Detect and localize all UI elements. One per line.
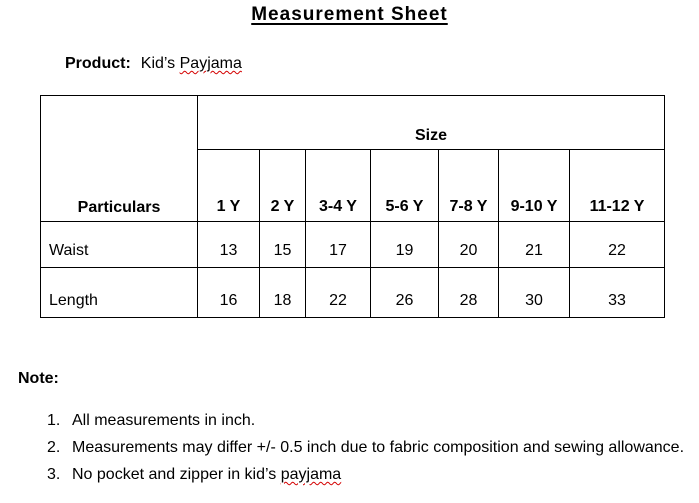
product-label: Product: <box>65 55 131 72</box>
size-column-header: 9-10 Y <box>499 150 570 222</box>
waist-value: 13 <box>198 222 260 268</box>
length-value: 18 <box>260 268 306 318</box>
waist-value: 17 <box>306 222 371 268</box>
row-label-waist: Waist <box>41 222 198 268</box>
note-item-3 <box>47 466 684 483</box>
length-value: 28 <box>439 268 499 318</box>
product-value <box>141 55 242 72</box>
length-value: 30 <box>499 268 570 318</box>
note-label: Note: <box>18 370 59 387</box>
note-item-number: 2. <box>47 439 61 456</box>
length-value: 26 <box>371 268 439 318</box>
size-column-header: 1 Y <box>198 150 260 222</box>
size-column-header: 5-6 Y <box>371 150 439 222</box>
table-row-length <box>41 268 665 318</box>
length-value: 16 <box>198 268 260 318</box>
product-value-prefix: Kid’s <box>140 55 180 72</box>
note-item-2 <box>47 439 684 456</box>
waist-value: 19 <box>371 222 439 268</box>
size-column-header: 3-4 Y <box>306 150 371 222</box>
waist-value: 15 <box>260 222 306 268</box>
waist-value: 22 <box>570 222 665 268</box>
note-item-number: 3. <box>47 466 61 483</box>
note-item-text-prefix: No pocket and zipper in kid’s <box>72 466 281 483</box>
page-title: Measurement Sheet <box>251 4 448 25</box>
waist-value: 21 <box>499 222 570 268</box>
waist-value: 20 <box>439 222 499 268</box>
length-value: 22 <box>306 268 371 318</box>
note-item-text: All measurements in inch. <box>72 412 256 429</box>
product-value-misspelled-word: Payjama <box>179 55 242 72</box>
note-item-text: Measurements may differ +/- 0.5 inch due to fabric composition and sewing allowance. <box>72 439 685 456</box>
particulars-header-cell: Particulars <box>41 96 198 222</box>
size-column-header: 2 Y <box>260 150 306 222</box>
size-header-cell: Size <box>198 96 665 150</box>
size-column-header: 7-8 Y <box>439 150 499 222</box>
table-row-size-header <box>41 96 665 150</box>
note-item-number: 1. <box>47 412 61 429</box>
size-column-header: 11-12 Y <box>570 150 665 222</box>
measurement-table <box>40 95 665 318</box>
row-label-length: Length <box>41 268 198 318</box>
table-row-waist <box>41 222 665 268</box>
note-list <box>47 412 684 493</box>
note-item-misspelled-word: payjama <box>280 466 342 483</box>
note-item-1 <box>47 412 684 429</box>
length-value: 33 <box>570 268 665 318</box>
product-line <box>65 55 242 73</box>
note-item-text <box>72 466 341 483</box>
